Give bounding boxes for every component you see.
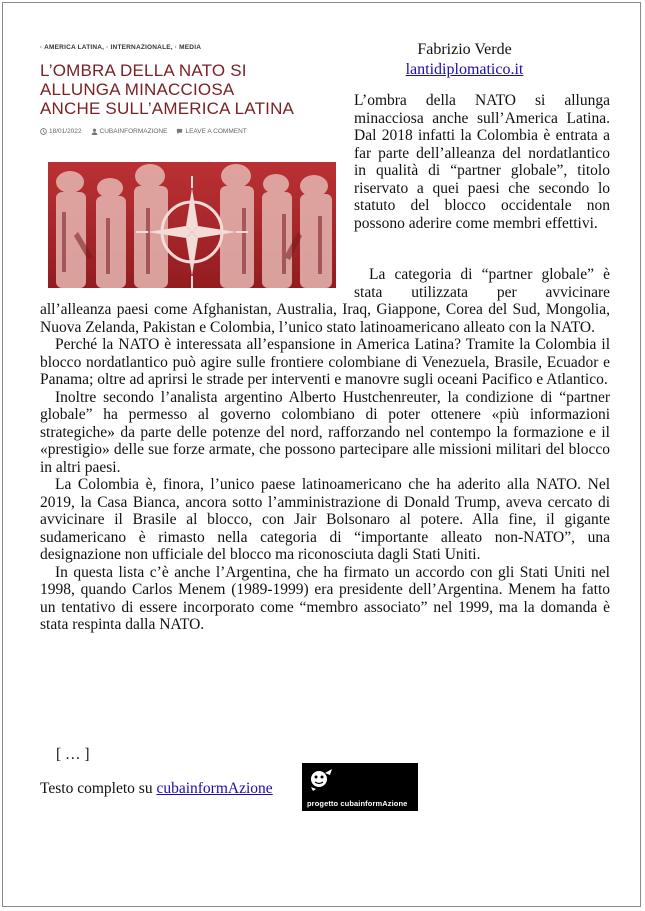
post-meta xyxy=(40,128,340,135)
omission-mark: [ … ] xyxy=(56,746,90,763)
clipping-headline xyxy=(40,61,340,118)
project-logo xyxy=(302,763,418,811)
footer-prefix: Testo completo su xyxy=(40,780,153,797)
paragraph-1: L’ombra della NATO si allunga minacciosa anche sull’America Latina. Dal 2018 infatti la Colombia è entrata a far parte dell’alleanza del nordatlantico in qualità di “partner globale”, titolo riservato a quei paesi che secondo lo statuto del blocco occidentale non possono aderire come membri effettivi. xyxy=(354,92,610,232)
cubainformazione-link[interactable]: cubainformAzione xyxy=(156,780,273,797)
author-name: Fabrizio Verde xyxy=(417,41,512,58)
clock-icon xyxy=(40,128,47,135)
paragraph-6: In questa lista c’è anche l’Argentina, che ha firmato un accordo con gli Stati Uniti nel 1998, quando Carlos Menem (1989-1999) era presidente dell’Argentina. Menem ha fatto un tentativo di essere incorporato come “membro associato” nel 1999, ma la domanda è stata respinta dalla NATO. xyxy=(40,563,610,633)
byline xyxy=(352,40,577,80)
comment-icon xyxy=(176,128,183,135)
user-icon xyxy=(91,128,98,135)
source-link[interactable]: lantidiplomatico.it xyxy=(405,61,524,78)
wrap-spacer xyxy=(40,266,354,294)
headline-line: L’OMBRA DELLA NATO SI xyxy=(40,61,247,80)
paragraph-4: Inoltre secondo l’analista argentino Alberto Hustchenreuter, la condizione di “partner globale” ha permesso al governo colombiano di poter ottenere «più informazioni strategiche» da parte delle potenze del nord, rafforzando nel contempo la formazione e il «prestigio» delle sue forze armate, che possono partecipare alle missioni militari del blocco in altri paesi. xyxy=(40,388,610,476)
category-list: · AMERICA LATINA, · INTERNAZIONALE, · MEDIA xyxy=(40,44,202,51)
logo-text: progetto cubainformAzione xyxy=(307,799,408,808)
article-body xyxy=(40,266,610,634)
paragraph-3: Perché la NATO è interessata all’espansione in America Latina? Tramite la Colombia il blocco nordatlantico può agire sulle frontiere colombiane di Venezuela, Brasile, Ecuador e Panama; oltre ad aprirsi le strade per interventi e manovre sugli oceani Pacifico e Atlantico. xyxy=(40,336,610,388)
footer xyxy=(40,780,273,798)
paragraph-2: La categoria di “partner globale” è stata utilizzata per avvicinare all’alleanza paesi come Afghanistan, Australia, Iraq, Giappone, Corea del Sud, Mongolia, Nuova Zelanda, Pakistan e Colombia, l’unico stato latinoamericano alleato con la NATO. xyxy=(40,266,610,336)
article-clipping xyxy=(40,40,340,290)
post-date: 18/01/2022 xyxy=(40,128,82,135)
headline-line: ANCHE SULL’AMERICA LATINA xyxy=(40,99,295,118)
post-author[interactable]: CUBAINFORMAZIONE xyxy=(91,128,168,135)
leave-comment-link[interactable]: LEAVE A COMMENT xyxy=(176,128,246,135)
headline-line: ALLUNGA MINACCIOSA xyxy=(40,80,235,99)
mascot-icon xyxy=(308,767,334,791)
paragraph-5: La Colombia è, finora, l’unico paese latinoamericano che ha aderito alla NATO. Nel 2019, la Casa Bianca, ancora sotto l’amministrazione di Donald Trump, aveva cercato di avvicinare il Brasile al blocco, con Jair Bolsonaro al potere. Alla fine, il gigante sudamericano è rimasto nella categoria di “importante alleato non-NATO”, una designazione non ufficiale del blocco ma riconosciuta dagli Stati Uniti. xyxy=(40,476,610,563)
